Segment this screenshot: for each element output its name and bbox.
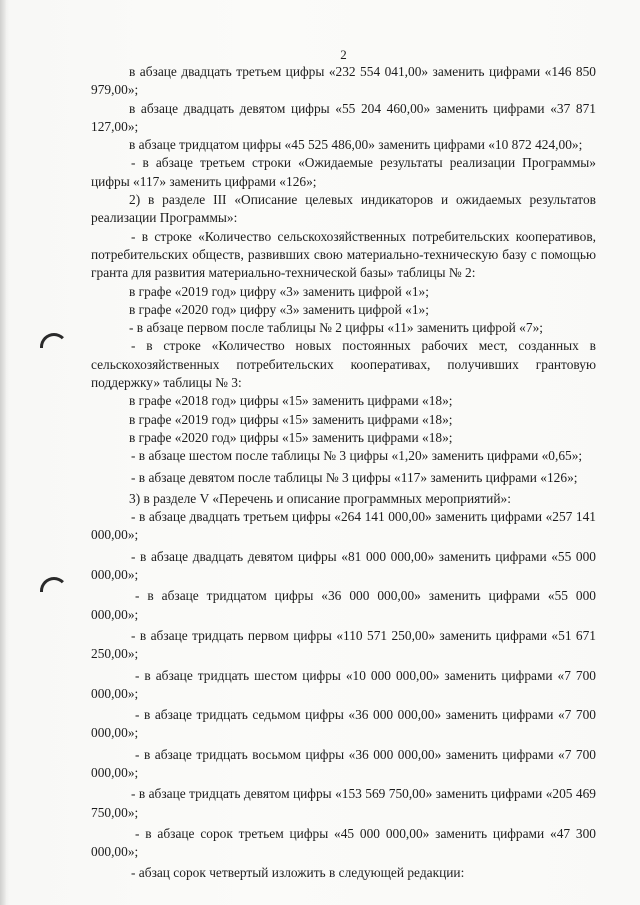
paragraph: в графе «2019 год» цифры «15» заменить цифрами «18»; [129,411,453,427]
paragraph: - абзац сорок четвертый изложить в следующей редакции: [131,865,465,881]
paragraph: 3) в разделе V «Перечень и описание программных мероприятий»: [129,490,511,506]
page-edge-shadow [0,0,6,905]
paragraph: - в абзаце третьем строки «Ожидаемые результаты реализации Программы» цифры «117» заменить цифрами «126»; [91,155,596,189]
paragraph: в графе «2020 год» цифру «3» заменить цифрой «1»; [129,301,429,317]
punch-hole-mark [40,577,68,592]
paragraph: - в строке «Количество новых постоянных рабочих мест, созданных в сельскохозяйственных потребительских кооперативах, получивших грантовую поддержку» таблицы № 3: [91,338,596,391]
paragraph: - в абзаце двадцать третьем цифры «264 141 000,00» заменить цифрами «257 141 000,00»; [91,509,596,543]
paragraph: в абзаце двадцать третьем цифры «232 554 041,00» заменить цифрами «146 850 979,00»; [91,64,596,98]
paragraph: - в абзаце первом после таблицы № 2 цифры «11» заменить цифрой «7»; [129,320,543,336]
paragraph: - в абзаце девятом после таблицы № 3 цифры «117» заменить цифрами «126»; [131,469,578,485]
paragraph: - в абзаце тридцать первом цифры «110 571 250,00» заменить цифрами «51 671 250,00»; [91,627,596,662]
paragraph: в графе «2019 год» цифру «3» заменить цифрой «1»; [129,283,429,299]
paragraph-list [91,63,596,883]
paragraph: - в абзаце шестом после таблицы № 3 цифры «1,20» заменить цифрами «0,65»; [131,448,583,464]
paragraph: 2) в разделе III «Описание целевых индикаторов и ожидаемых результатов реализации Программы»: [91,192,596,226]
paragraph: в абзаце тридцатом цифры «45 525 486,00» заменить цифрами «10 872 424,00»; [129,137,583,153]
paragraph: - в абзаце сорок третьем цифры «45 000 000,00» заменить цифрами «47 300 000,00»; [91,825,596,860]
paragraph: - в строке «Количество сельскохозяйственных потребительских кооперативов, потребительских обществ, развивших свою материально-техническую базу с помощью гранта для развития материально-технической базы» таблицы № 2: [91,228,596,281]
paragraph: - в абзаце тридцать девятом цифры «153 569 750,00» заменить цифрами «205 469 750,00»; [91,786,596,820]
document-body [91,47,596,883]
paragraph: в графе «2018 год» цифры «15» заменить цифрами «18»; [129,393,453,409]
punch-hole-mark [40,333,68,348]
paragraph: - в абзаце двадцать девятом цифры «81 000 000,00» заменить цифрами «55 000 000,00»; [91,548,596,583]
paragraph: - в абзаце тридцать восьмом цифры «36 000 000,00» заменить цифрами «7 700 000,00»; [91,746,596,780]
paragraph: - в абзаце тридцать шестом цифры «10 000 000,00» заменить цифрами «7 700 000,00»; [91,667,596,701]
page-number: 2 [340,47,347,62]
paragraph: - в абзаце тридцатом цифры «36 000 000,00» заменить цифрами «55 000 000,00»; [91,588,596,622]
paragraph: в абзаце двадцать девятом цифры «55 204 460,00» заменить цифрами «37 871 127,00»; [91,100,596,134]
paragraph: - в абзаце тридцать седьмом цифры «36 000 000,00» заменить цифрами «7 700 000,00»; [91,707,596,741]
paragraph: в графе «2020 год» цифры «15» заменить цифрами «18»; [129,429,453,445]
